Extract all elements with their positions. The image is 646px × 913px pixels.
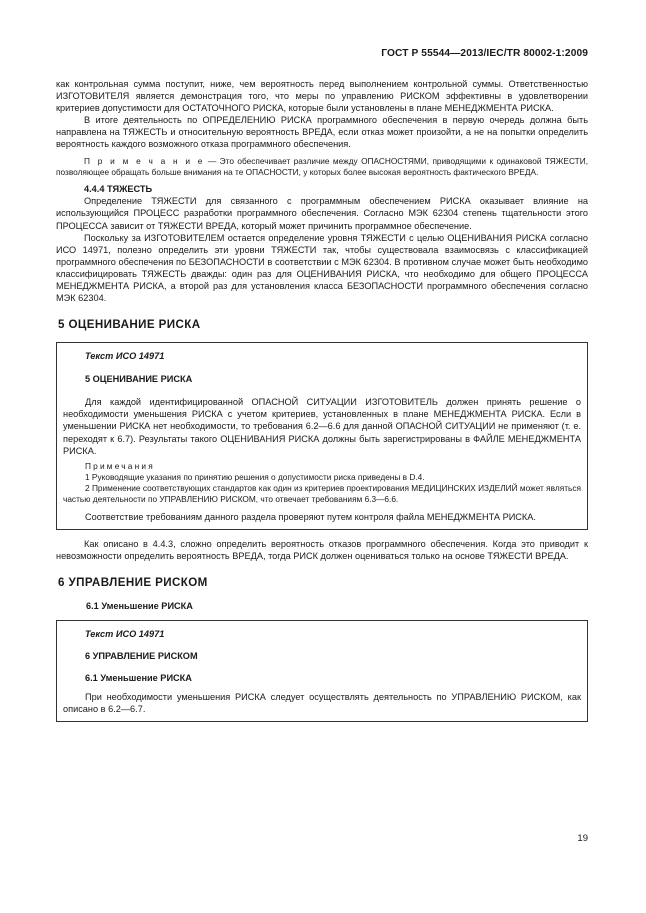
intro-paragraph-1: как контрольная сумма поступит, ниже, чем вероятность перед выполнением контрольной суммы. Ответственностью ИЗГОТОВИТЕЛЯ является демонстрация того, что меры по управлению РИСКОМ эффективны в удовлетворении критериев допустимости для ОСТАТОЧНОГО РИСКА, которые были установлены в плане МЕНЕДЖМЕНТА РИСКА. [56, 79, 588, 114]
intro-note [56, 156, 588, 179]
page-number: 19 [577, 833, 588, 844]
quote-heading-6-1: 6.1 Уменьшение РИСКА [85, 672, 192, 683]
subsection-6-1-heading: 6.1 Уменьшение РИСКА [86, 600, 193, 611]
section-5-after-paragraph: Как описано в 4.4.3, сложно определить вероятность отказов программного обеспечения. Когда это приводит к невозможности определить вероятность ВРЕДА, тогда РИСК должен оцениваться только на основе ТЯЖЕСТИ ВРЕДА. [56, 538, 588, 561]
section-6-heading: 6 УПРАВЛЕНИЕ РИСКОМ [58, 575, 208, 589]
severity-paragraph-2: Поскольку за ИЗГОТОВИТЕЛЕМ остается определение уровня ТЯЖЕСТИ с целью ОЦЕНИВАНИЯ РИСКА согласно ИСО 14971, полезно определить эти уровни ТЯЖЕСТИ так, чтобы существовала взаимосвязь с классификацией программного обеспечения по БЕЗОПАСНОСТИ в соответствии с МЭК 62304. В противном случае может быть необходимо классифицировать ТЯЖЕСТЬ дважды: один раз для ОЦЕНИВАНИЯ РИСКА, что необходимо для общего ПРОЦЕССА МЕНЕДЖМЕНТА РИСКА, а второй раз для установления класса БЕЗОПАСНОСТИ программного обеспечения согласно МЭК 62304. [56, 232, 588, 304]
intro-paragraph-2: В итоге деятельность по ОПРЕДЕЛЕНИЮ РИСКА программного обеспечения в первую очередь должна быть направлена на ТЯЖЕСТЬ и относительную вероятность ВРЕДА, если отказ может произойти, а не на попытки определить вероятность каждого возможного отказа программного обеспечения. [56, 115, 588, 150]
iso-14971-quote-box-5 [56, 342, 588, 530]
page-content [56, 78, 588, 730]
note-item-1: 1 Руководящие указания по принятию решения о допустимости риска приведены в D.4. [85, 471, 425, 482]
iso-14971-quote-box-6 [56, 620, 588, 722]
note-item-2: 2 Применение соответствующих стандартов как один из критериев проектирования МЕДИЦИНСКИХ ИЗДЕЛИЙ может являться частью деятельности по УПРАВЛЕНИЮ РИСКОМ, что отвечает требованиям 6.3—6.6. [63, 482, 581, 504]
quote-source-label: Текст ИСО 14971 [85, 628, 165, 639]
quote-paragraph: При необходимости уменьшения РИСКА следует осуществлять деятельность по УПРАВЛЕНИЮ РИСКОМ, как описано в 6.2—6.7. [63, 691, 581, 715]
severity-paragraph-1: Определение ТЯЖЕСТИ для связанного с программным обеспечением РИСКА оказывает влияние на использующийся ПРОЦЕСС разработки программного обеспечения. Согласно МЭК 62304 степень тщательности этого ПРОЦЕССА зависит от ТЯЖЕСТИ ВРЕДА, который может причинить программное обеспечение. [56, 196, 588, 231]
note-label: П р и м е ч а н и е [84, 155, 205, 166]
quote-paragraph: Для каждой идентифицированной ОПАСНОЙ СИТУАЦИИ ИЗГОТОВИТЕЛЬ должен принять решение о необходимости уменьшения РИСКА с учетом критериев, установленных в плане МЕНЕДЖМЕНТА РИСКА. Если в уменьшении РИСКА нет необходимости, то требования 6.2—6.6 для данной ОПАСНОЙ СИТУАЦИИ не применяют (т. е. переходят к 6.7). Результаты такого ОЦЕНИВАНИЯ РИСКА должны быть зарегистрированы в ФАЙЛЕ МЕНЕДЖМЕНТА РИСКА. [63, 397, 581, 456]
note-text: — Это обеспечивает различие между ОПАСНОСТЯМИ, приводящими к одинаковой ТЯЖЕСТИ, позволяющее обращать больше внимания на те ОПАСНОСТИ, у которых более высокая вероятность фактического ВРЕДА. [56, 155, 588, 177]
standard-designation: ГОСТ Р 55544—2013/IEC/TR 80002-1:2009 [381, 48, 588, 59]
quote-compliance-paragraph: Соответствие требованиям данного раздела проверяют путем контроля файла МЕНЕДЖМЕНТА РИСКА. [85, 511, 536, 522]
section-5-heading: 5 ОЦЕНИВАНИЕ РИСКА [58, 318, 201, 332]
notes-label: Примечания [85, 460, 155, 471]
quote-heading-6: 6 УПРАВЛЕНИЕ РИСКОМ [85, 650, 198, 661]
quote-heading: 5 ОЦЕНИВАНИЕ РИСКА [85, 374, 193, 385]
quote-source-label: Текст ИСО 14971 [85, 351, 165, 362]
subsection-4-4-4-heading: 4.4.4 ТЯЖЕСТЬ [84, 184, 153, 195]
